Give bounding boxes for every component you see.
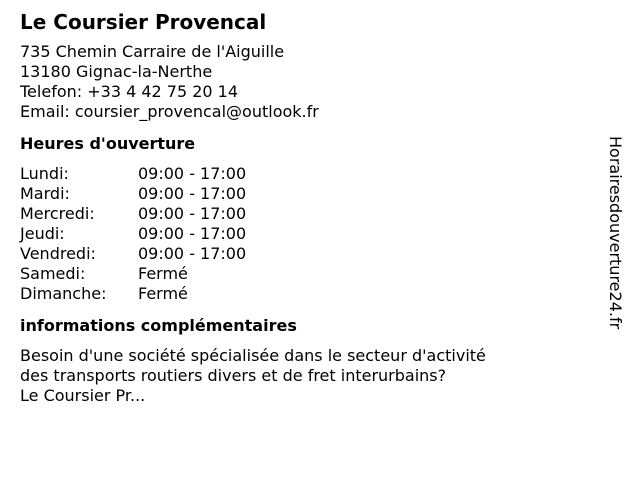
hours-value: 09:00 - 17:00 [138,164,247,183]
opening-hours-heading: Heures d'ouverture [20,134,196,153]
business-name: Le Coursier Provencal [20,10,267,34]
hours-row-monday [20,164,246,184]
hours-value: 09:00 - 17:00 [138,184,247,203]
email-address: Email: coursier_provencal@outlook.fr [20,102,319,121]
additional-info-text [20,346,580,406]
day-label: Mercredi: [20,204,95,223]
hours-row-sunday [20,284,246,304]
hours-row-tuesday [20,184,246,204]
phone-number: Telefon: +33 4 42 75 20 14 [20,82,239,101]
day-label: Samedi: [20,264,86,283]
hours-value: 09:00 - 17:00 [138,224,247,243]
hours-value: 09:00 - 17:00 [138,204,247,223]
info-line: Le Coursier Pr... [20,386,146,405]
hours-value: 09:00 - 17:00 [138,244,247,263]
day-label: Lundi: [20,164,69,183]
hours-row-wednesday [20,204,246,224]
opening-hours-table [20,164,246,304]
day-label: Jeudi: [20,224,65,243]
hours-value: Fermé [138,264,188,283]
business-card [20,10,580,406]
day-label: Vendredi: [20,244,96,263]
site-watermark: Horairesdouverture24.fr [606,136,625,330]
hours-value: Fermé [138,284,188,303]
day-label: Dimanche: [20,284,107,303]
day-label: Mardi: [20,184,70,203]
address-street: 735 Chemin Carraire de l'Aiguille [20,42,285,61]
hours-row-saturday [20,264,246,284]
additional-info-heading: informations complémentaires [20,316,297,335]
address-city: 13180 Gignac-la-Nerthe [20,62,213,81]
info-line: Besoin d'une société spécialisée dans le secteur d'activité [20,346,486,365]
contact-block [20,42,580,122]
hours-row-friday [20,244,246,264]
info-line: des transports routiers divers et de fret interurbains? [20,366,447,385]
hours-row-thursday [20,224,246,244]
